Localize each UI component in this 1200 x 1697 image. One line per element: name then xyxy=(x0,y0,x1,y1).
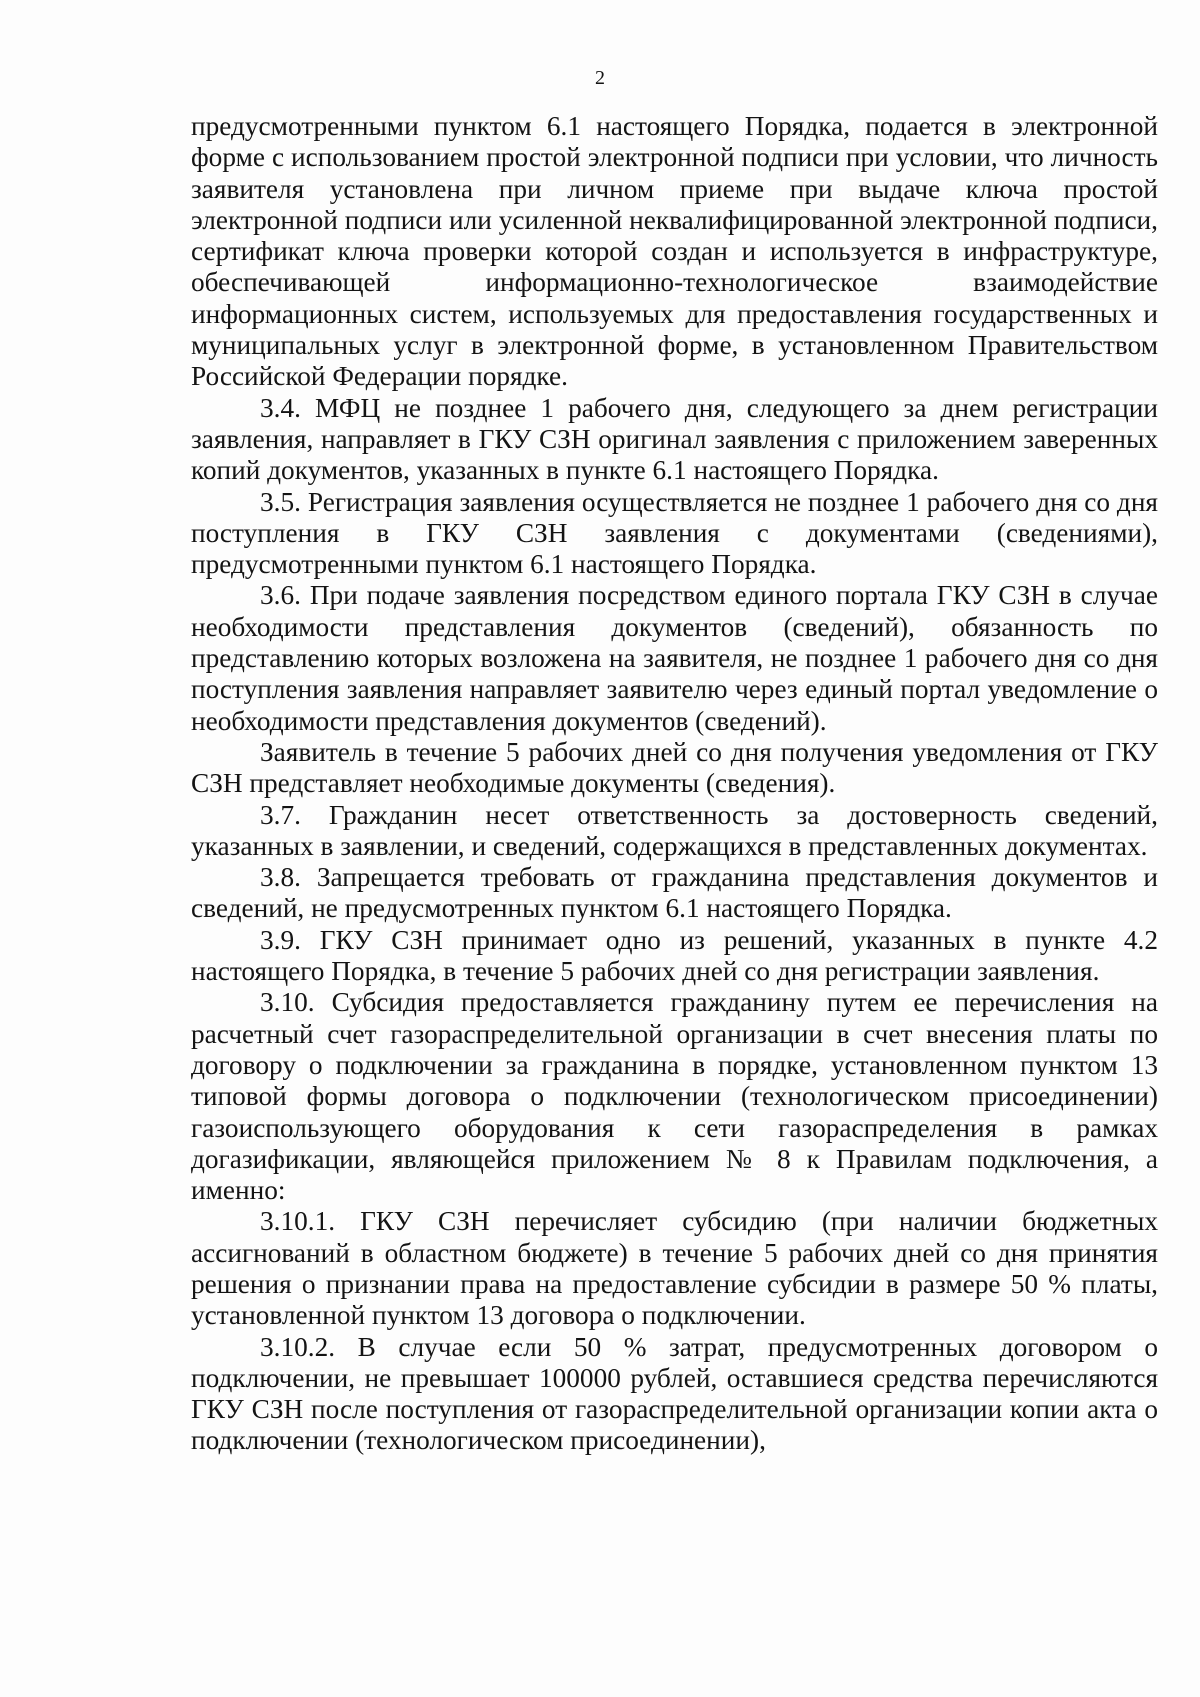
paragraph-3-5: 3.5. Регистрация заявления осуществляется не позднее 1 рабочего дня со дня поступления в ГКУ СЗН заявления с документами (сведениями), предусмотренными пунктом 6.1 настоящего Порядка. xyxy=(191,486,1158,580)
page-number: 2 xyxy=(595,67,605,89)
paragraph-3-7: 3.7. Гражданин несет ответственность за достоверность сведений, указанных в заявлении, и сведений, содержащихся в представленных документах. xyxy=(191,799,1158,861)
paragraph-3-6: 3.6. При подаче заявления посредством единого портала ГКУ СЗН в случае необходимости представления документов (сведений), обязанность по представлению которых возложена на заявителя, не позднее 1 рабочего дня со дня поступления заявления направляет заявителю через единый портал уведомление о необходимости представления документов (сведений). xyxy=(191,580,1158,736)
paragraph-3-10-1: 3.10.1. ГКУ СЗН перечисляет субсидию (при наличии бюджетных ассигнований в областном бюджете) в течение 5 рабочих дней со дня принятия решения о признании права на предоставление субсидии в размере 50 % платы, установленной пунктом 13 договора о подключении. xyxy=(191,1206,1158,1331)
paragraph-3-4: 3.4. МФЦ не позднее 1 рабочего дня, следующего за днем регистрации заявления, направляет в ГКУ СЗН оригинал заявления с приложением заверенных копий документов, указанных в пункте 6.1 настоящего Порядка. xyxy=(191,392,1158,486)
paragraph-3-9: 3.9. ГКУ СЗН принимает одно из решений, указанных в пункте 4.2 настоящего Порядка, в течение 5 рабочих дней со дня регистрации заявления. xyxy=(191,924,1158,987)
paragraph-applicant: Заявитель в течение 5 рабочих дней со дня получения уведомления от ГКУ СЗН представляет необходимые документы (сведения). xyxy=(191,736,1158,799)
paragraph-3-10: 3.10. Субсидия предоставляется гражданину путем ее перечисления на расчетный счет газораспределительной организации в счет внесения платы по договору о подключении за гражданина в порядке, установленном пунктом 13 типовой формы договора о подключении (технологическом присоединении) газоиспользующего оборудования к сети газораспределения в рамках догазификации, являющейся приложением № 8 к Правилам подключения, а именно: xyxy=(191,987,1158,1206)
document-body xyxy=(191,111,1158,1457)
paragraph-continuation: предусмотренными пунктом 6.1 настоящего Порядка, подается в электронной форме с использованием простой электронной подписи при условии, что личность заявителя установлена при личном приеме при выдаче ключа простой электронной подписи или усиленной неквалифицированной электронной подписи, сертификат ключа проверки которой создан и используется в инфраструктуре, обеспечивающей информационно-технологическое взаимодействие информационных систем, используемых для предоставления государственных и муниципальных услуг в электронной форме, в установленном Правительством Российской Федерации порядке. xyxy=(191,111,1158,392)
paragraph-3-10-2: 3.10.2. В случае если 50 % затрат, предусмотренных договором о подключении, не превышает 100000 рублей, оставшиеся средства перечисляются ГКУ СЗН после поступления от газораспределительной организации копии акта о подключении (технологическом присоединении), xyxy=(191,1331,1158,1456)
paragraph-3-8: 3.8. Запрещается требовать от гражданина представления документов и сведений, не предусмотренных пунктом 6.1 настоящего Порядка. xyxy=(191,862,1158,924)
